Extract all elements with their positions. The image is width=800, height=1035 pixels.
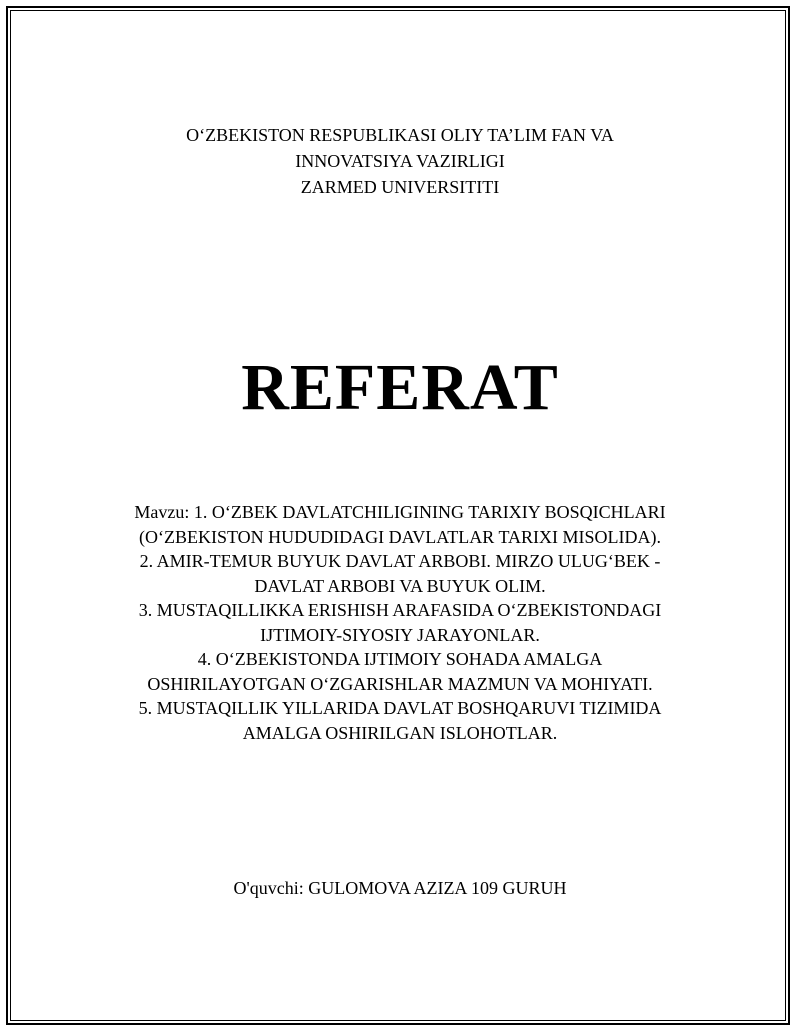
topics-block [0,500,800,745]
topic-line: 2. AMIR-TEMUR BUYUK DAVLAT ARBOBI. MIRZO ULUG‘BEK - [139,551,661,571]
topic-line: DAVLAT ARBOBI VA BUYUK OLIM. [254,575,546,596]
document-title: REFERAT [241,351,559,424]
header-line-2: INNOVATSIYA VAZIRLIGI [295,151,505,171]
ministry-header [0,122,800,200]
topic-line: IJTIMOIY-SIYOSIY JARAYONLAR. [260,624,540,645]
topic-line: Mavzu: 1. O‘ZBEK DAVLATCHILIGINING TARIXIY BOSQICHLARI [134,502,666,522]
header-line-3: ZARMED UNIVERSITITI [300,177,500,197]
topic-line: 5. MUSTAQILLIK YILLARIDA DAVLAT BOSHQARUVI TIZIMIDA [138,698,662,718]
topic-line: OSHIRILAYOTGAN O‘ZGARISHLAR MAZMUN VA MOHIYATI. [147,673,653,694]
header-line-1: O‘ZBEKISTON RESPUBLIKASI OLIY TA’LIM FAN VA [186,125,614,145]
topic-line: (O‘ZBEKISTON HUDUDIDAGI DAVLATLAR TARIXI MISOLIDA). [138,526,662,547]
topic-line: 4. O‘ZBEKISTONDA IJTIMOIY SOHADA AMALGA [197,649,603,669]
student-info: O'quvchi: GULOMOVA AZIZA 109 GURUH [233,878,567,898]
topic-line: 3. MUSTAQILLIKKA ERISHISH ARAFASIDA O‘ZBEKISTONDAGI [138,600,662,620]
topic-line: AMALGA OSHIRILGAN ISLOHOTLAR. [242,722,558,743]
